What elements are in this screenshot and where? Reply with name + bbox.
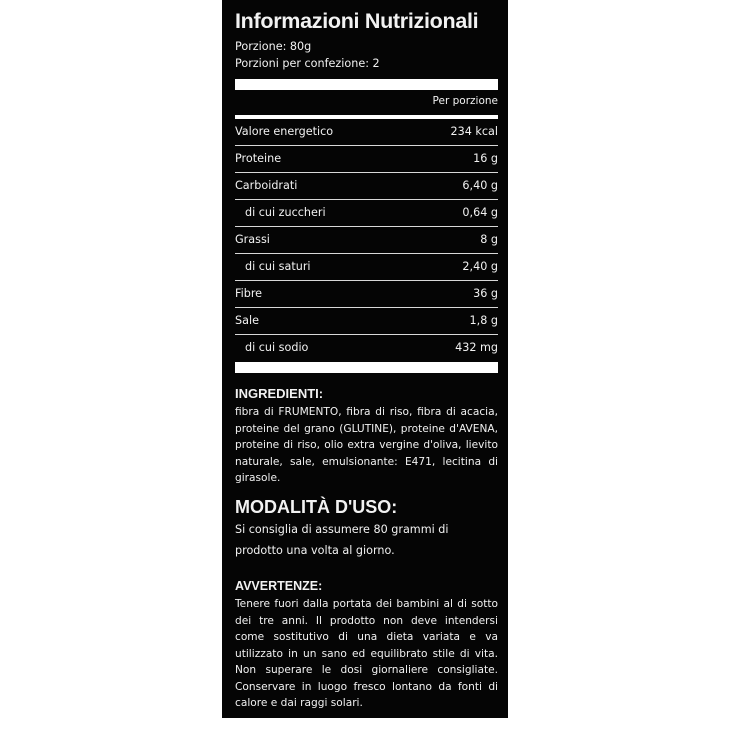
table-row (235, 173, 498, 200)
table-row (235, 308, 498, 335)
nutrient-value: 8 g (480, 233, 498, 246)
nutrient-value: 1,8 g (469, 314, 498, 327)
nutrient-value: 36 g (473, 287, 498, 300)
nutrient-value: 0,64 g (462, 206, 498, 219)
nutrients-table (235, 119, 498, 362)
warnings-heading: AVVERTENZE: (235, 579, 323, 593)
ingredients-heading: INGREDIENTI: (235, 386, 324, 401)
table-row (235, 254, 498, 281)
nutrient-label: di cui saturi (245, 260, 311, 273)
usage-heading: MODALITÀ D'USO: (235, 497, 398, 517)
nutrient-value: 432 mg (455, 341, 498, 354)
thick-divider-bottom (235, 362, 498, 373)
nutrient-label: Carboidrati (235, 179, 298, 192)
table-row (235, 227, 498, 254)
nutrient-value: 2,40 g (462, 260, 498, 273)
table-row (235, 119, 498, 146)
table-row (235, 146, 498, 173)
usage-text: Si consiglia di assumere 80 grammi di prodotto una volta al giorno. (235, 523, 449, 557)
label-title: Informazioni Nutrizionali (235, 9, 479, 33)
nutrition-label (222, 0, 508, 718)
nutrient-label: Sale (235, 314, 259, 327)
nutrient-value: 16 g (473, 152, 498, 165)
thick-divider-top (235, 79, 498, 90)
nutrient-label: di cui sodio (245, 341, 309, 354)
nutrient-value: 6,40 g (462, 179, 498, 192)
nutrient-label: Fibre (235, 287, 263, 300)
column-header: Per porzione (432, 95, 498, 107)
nutrient-label: Proteine (235, 152, 282, 165)
warnings-text: Tenere fuori dalla portata dei bambini al di sotto dei tre anni. Il prodotto non deve intendersi come sostitutivo di una dieta variata e va utilizzato in un sano ed equilibrato stile di vita. Non superare le dosi giornaliere consigliate. Conservare in luogo fresco lontano da fonti di calore e dai raggi solari. (235, 598, 498, 709)
table-row (235, 281, 498, 308)
portions-per-pack: Porzioni per confezione: 2 (235, 57, 380, 70)
nutrient-label: Grassi (235, 233, 270, 246)
nutrient-label: di cui zuccheri (245, 206, 326, 219)
ingredients-text: fibra di FRUMENTO, fibra di riso, fibra di acacia, proteine del grano (GLUTINE), proteine d'AVENA, proteine di riso, olio extra vergine d'oliva, lievito naturale, sale, emulsionante: E471, lecitina di girasole. (235, 406, 498, 484)
nutrient-label: Valore energetico (235, 125, 334, 138)
table-row (235, 200, 498, 227)
table-row (235, 335, 498, 362)
portion-size: Porzione: 80g (235, 40, 312, 53)
nutrient-value: 234 kcal (450, 125, 498, 138)
